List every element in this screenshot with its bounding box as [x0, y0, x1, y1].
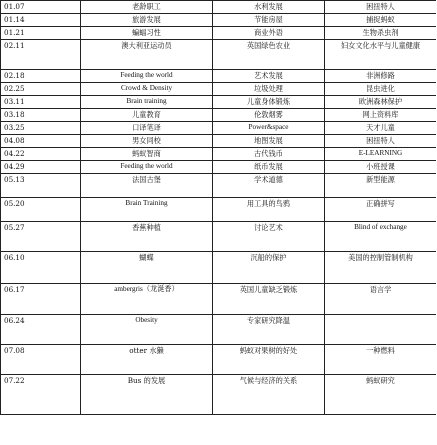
table-row: [1, 174, 437, 198]
topic-cell: 捕捉蚂蚁: [325, 14, 437, 27]
topic-cell: ambergris（龙涎香）: [81, 284, 213, 315]
topic-cell: Crowd & Density: [81, 83, 213, 96]
date-cell: 03.25: [1, 122, 81, 135]
table-row: [1, 109, 437, 122]
topic-cell: otter 水獭: [81, 345, 213, 375]
date-cell: 03.18: [1, 109, 81, 122]
topic-cell: Brain training: [81, 96, 213, 109]
date-cell: 06.17: [1, 284, 81, 315]
topic-cell: 商业外语: [213, 27, 325, 40]
topic-cell: 网上资料库: [325, 109, 437, 122]
topic-cell: 蚂蚁智商: [81, 148, 213, 161]
date-cell: 06.10: [1, 252, 81, 284]
date-cell: 03.11: [1, 96, 81, 109]
topic-cell: 语言学: [325, 284, 437, 315]
topic-cell: 蚂蚁研究: [325, 375, 437, 415]
topic-cell: 男女同校: [81, 135, 213, 148]
topic-cell: 困扭特人: [325, 1, 437, 14]
topic-cell: 专家研究降温: [213, 315, 325, 345]
date-cell: 02.11: [1, 40, 81, 70]
table-row: [1, 96, 437, 109]
topic-cell: 天才儿童: [325, 122, 437, 135]
table-row: [1, 1, 437, 14]
date-cell: 04.22: [1, 148, 81, 161]
topic-cell: 英国儿童缺乏锻炼: [213, 284, 325, 315]
topic-cell: 用工具的鸟鸦: [213, 198, 325, 222]
topic-cell: 正确拼写: [325, 198, 437, 222]
topic-cell: Power&space: [213, 122, 325, 135]
topic-cell: 法国古堡: [81, 174, 213, 198]
table-row: [1, 14, 437, 27]
topic-cell: [325, 315, 437, 345]
topic-cell: 蚂蚁对果树的好处: [213, 345, 325, 375]
topic-cell: Obesity: [81, 315, 213, 345]
topic-cell: Feeding the world: [81, 161, 213, 174]
topic-cell: 伦敦烟雾: [213, 109, 325, 122]
topic-cell: 欧洲森林保护: [325, 96, 437, 109]
table-row: [1, 345, 437, 375]
topic-cell: 艺术发展: [213, 70, 325, 83]
table-row: [1, 70, 437, 83]
table-row: [1, 375, 437, 415]
topic-cell: 口译笔译: [81, 122, 213, 135]
topic-cell: 美国的控制管制机构: [325, 252, 437, 284]
topic-cell: 水利发展: [213, 1, 325, 14]
topic-cell: 旅游发展: [81, 14, 213, 27]
topic-cell: 昆虫进化: [325, 83, 437, 96]
table-row: [1, 148, 437, 161]
topic-cell: 古代钱币: [213, 148, 325, 161]
table-row: [1, 198, 437, 222]
table-row: [1, 222, 437, 252]
table-row: [1, 161, 437, 174]
topic-cell: 蝴蝶: [81, 252, 213, 284]
date-cell: 04.08: [1, 135, 81, 148]
topic-cell: 气候与经济的关系: [213, 375, 325, 415]
date-cell: 04.29: [1, 161, 81, 174]
topic-cell: 新型能源: [325, 174, 437, 198]
date-cell: 02.18: [1, 70, 81, 83]
topic-cell: E-LEARNING: [325, 148, 437, 161]
date-cell: 05.13: [1, 174, 81, 198]
topic-cell: 非洲修路: [325, 70, 437, 83]
table-row: [1, 122, 437, 135]
topic-cell: 垃圾处理: [213, 83, 325, 96]
date-cell: 01.14: [1, 14, 81, 27]
topic-cell: 蝙蝠习性: [81, 27, 213, 40]
topic-cell: 困扭特人: [325, 135, 437, 148]
topic-cell: 纸币发展: [213, 161, 325, 174]
date-cell: 01.07: [1, 1, 81, 14]
topic-cell: 生物杀虫剂: [325, 27, 437, 40]
topic-cell: 老龄职工: [81, 1, 213, 14]
table-row: [1, 40, 437, 70]
topic-cell: 澳大利亚运动员: [81, 40, 213, 70]
topic-cell: 妇女文化水平与儿童健康: [325, 40, 437, 70]
date-cell: 01.21: [1, 27, 81, 40]
date-cell: 05.20: [1, 198, 81, 222]
topic-cell: 英国绿色农业: [213, 40, 325, 70]
topic-cell: Feeding the world: [81, 70, 213, 83]
topic-cell: 一种燃料: [325, 345, 437, 375]
table-row: [1, 315, 437, 345]
topic-cell: 沉船的保护: [213, 252, 325, 284]
table-row: [1, 252, 437, 284]
topic-cell: 香蕉种植: [81, 222, 213, 252]
table-row: [1, 27, 437, 40]
topic-cell: 学术道德: [213, 174, 325, 198]
table-row: [1, 135, 437, 148]
topic-cell: 地图发展: [213, 135, 325, 148]
topic-cell: Brain Training: [81, 198, 213, 222]
topic-cell: 儿童教育: [81, 109, 213, 122]
topic-cell: Bus 的发展: [81, 375, 213, 415]
date-cell: 06.24: [1, 315, 81, 345]
table-row: [1, 83, 437, 96]
topic-cell: 儿童身体锻炼: [213, 96, 325, 109]
date-cell: 07.22: [1, 375, 81, 415]
date-cell: 07.08: [1, 345, 81, 375]
table-row: [1, 284, 437, 315]
topic-cell: 小班授课: [325, 161, 437, 174]
date-cell: 05.27: [1, 222, 81, 252]
date-cell: 02.25: [1, 83, 81, 96]
topic-cell: 讨论艺术: [213, 222, 325, 252]
topic-cell: 节能房屋: [213, 14, 325, 27]
topic-cell: Blind of exchange: [325, 222, 437, 252]
